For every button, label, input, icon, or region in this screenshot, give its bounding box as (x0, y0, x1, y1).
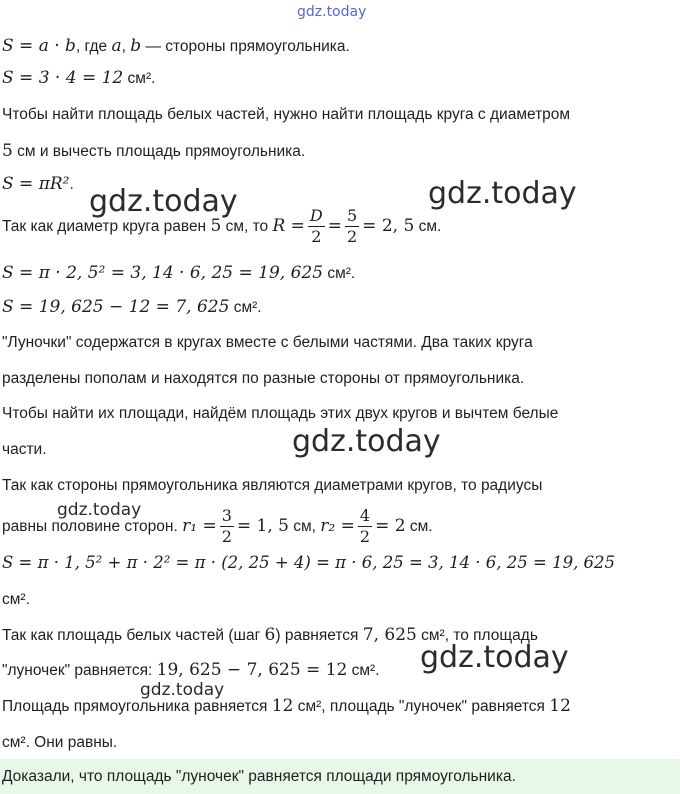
text: равны половине сторон. (2, 518, 183, 535)
text: — стороны прямоугольника. (141, 38, 350, 55)
numerator: 3 (221, 506, 232, 526)
fraction (308, 206, 325, 247)
line-2 (2, 68, 155, 89)
watermark: gdz.today (57, 500, 142, 520)
line-3: Чтобы найти площадь белых частей, нужно найти площадь круга с диаметром (2, 106, 571, 123)
text: , где (75, 38, 112, 55)
formula: S = a · b (2, 36, 76, 56)
conclusion-text: Доказали, что площадь "луночек" равняется площади прямоугольника. (2, 768, 516, 785)
line-15 (2, 553, 615, 574)
formula: = (327, 216, 342, 236)
line-5 (2, 174, 74, 195)
unit: см². (229, 299, 262, 316)
text: Площадь прямоугольника равняется (2, 698, 272, 715)
number: 12 (271, 696, 294, 716)
line-4 (2, 141, 305, 162)
number: 5 (2, 141, 13, 161)
formula: = 2 (375, 516, 406, 536)
line-1 (2, 36, 350, 57)
line-12: части. (2, 441, 47, 458)
text: Так как диаметр круга равен (2, 218, 211, 235)
watermark-top: gdz.today (297, 4, 367, 20)
formula: r₂ = (320, 516, 355, 536)
text: , (121, 38, 131, 55)
text: см², площадь "луночек" равняется (293, 698, 550, 715)
line-11: Чтобы найти их площади, найдём площадь этих двух кругов и вычтем белые (2, 405, 559, 422)
number: 7, 625 (362, 625, 417, 645)
number: 12 (549, 696, 571, 716)
fraction (345, 206, 359, 247)
watermark: gdz.today (140, 680, 225, 700)
unit: см². (347, 662, 380, 679)
line-16: см². (2, 591, 30, 608)
line-19 (2, 696, 571, 717)
denominator: 2 (359, 527, 371, 547)
denominator: 2 (221, 527, 232, 547)
formula: S = π · 2, 5² = 3, 14 · 6, 25 = 19, 625 (2, 263, 324, 283)
line-18 (2, 660, 380, 681)
unit: см, (288, 518, 321, 535)
numerator: 4 (359, 506, 371, 526)
formula: = 1, 5 (236, 516, 289, 536)
denominator: 2 (346, 227, 358, 247)
watermark: gdz.today (420, 640, 569, 675)
formula: S = π · 1, 5² + π · 2² = π · (2, 25 + 4) = π · 6, 25 = 3, 14 · 6, 25 = 19, 625 (2, 553, 616, 572)
line-10: разделены пополам и находятся по разные стороны от прямоугольника. (2, 370, 525, 387)
text: . (69, 176, 74, 193)
line-8 (2, 297, 262, 318)
text: см², то площадь (416, 627, 538, 644)
unit: см. (414, 218, 442, 235)
denominator: 2 (311, 227, 322, 247)
text: Так как площадь белых частей (шаг (2, 627, 265, 644)
watermark: gdz.today (428, 176, 577, 211)
line-7 (2, 263, 355, 284)
unit: см². (123, 70, 156, 87)
var-a: a (111, 36, 122, 56)
text: см, то (221, 218, 273, 235)
formula: r₁ = (182, 516, 217, 536)
fraction (358, 506, 372, 547)
text: "луночек" равняется: (2, 662, 157, 679)
fraction (220, 506, 234, 547)
watermark: gdz.today (292, 424, 441, 459)
formula: S = πR² (2, 174, 70, 194)
formula: S = 19, 625 − 12 = 7, 625 (2, 297, 230, 317)
numerator: 5 (346, 206, 358, 226)
formula: = 2, 5 (362, 216, 415, 236)
number: 5 (210, 216, 222, 236)
formula: 19, 625 − 7, 625 = 12 (156, 660, 348, 680)
unit: см. (405, 518, 433, 535)
line-9: "Луночки" содержатся в кругах вместе с белыми частями. Два таких круга (2, 334, 533, 351)
unit: см². (323, 265, 356, 282)
formula: R = (272, 216, 305, 236)
watermark: gdz.today (89, 184, 238, 219)
var-b: b (130, 36, 142, 56)
text: ) равняется (275, 627, 363, 644)
line-20: см². Они равны. (2, 734, 118, 751)
line-13: Так как стороны прямоугольника являются диаметрами кругов, то радиусы (2, 477, 543, 494)
number: 6 (264, 625, 276, 645)
text: см и вычесть площадь прямоугольника. (12, 143, 306, 160)
numerator: D (309, 206, 323, 226)
formula: S = 3 · 4 = 12 (2, 68, 124, 88)
